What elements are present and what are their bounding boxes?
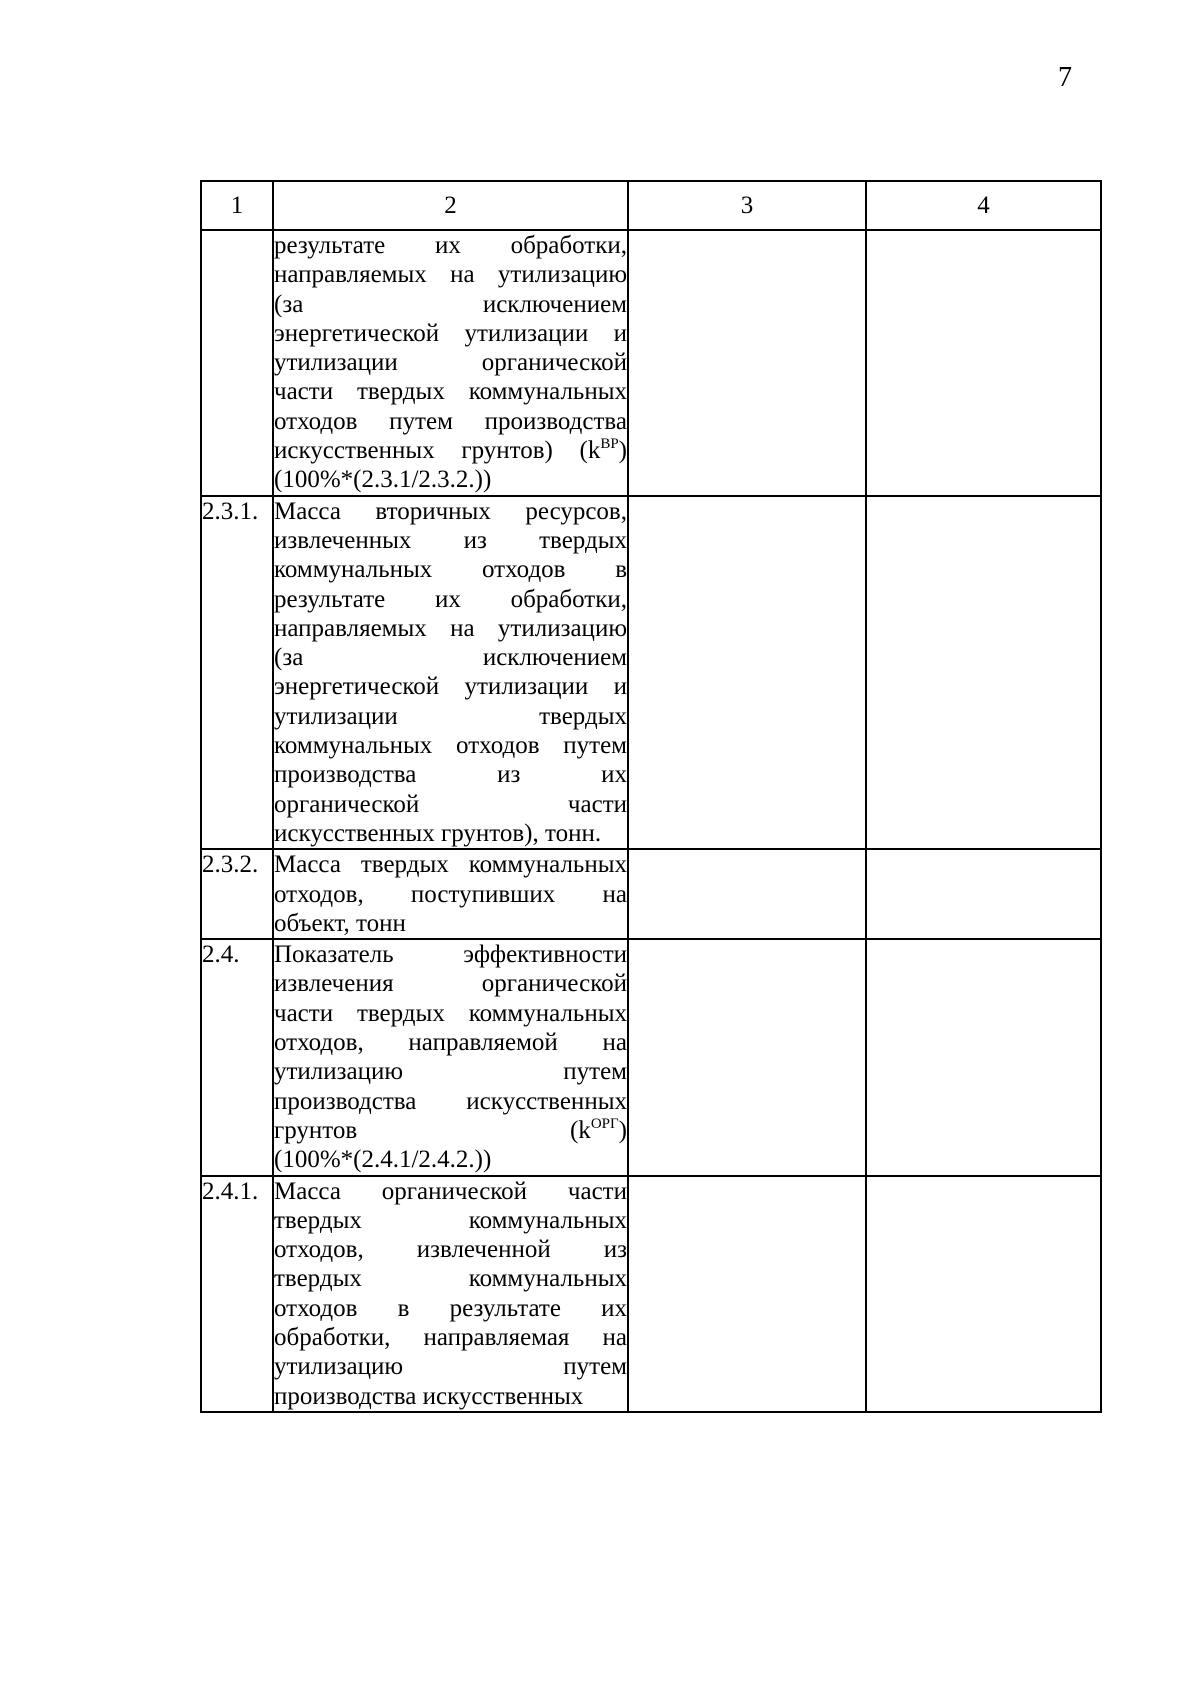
description-line: Масса вторичных ресурсов, [274, 497, 627, 525]
formula-close: ) [618, 1116, 627, 1144]
page-number: 7 [1058, 62, 1072, 93]
description-line: производства из их [274, 761, 627, 789]
row-number: 2.4. [201, 939, 273, 1175]
table-row [201, 939, 1101, 1175]
cell-column-4 [866, 849, 1101, 939]
description-line: результате их обработки, [274, 585, 627, 613]
formula-expression: (100%*(2.4.1/2.4.2.)) [274, 1146, 492, 1174]
column-header-3: 3 [628, 181, 866, 230]
column-header-2: 2 [273, 181, 628, 230]
description-line: твердых коммунальных [274, 1206, 627, 1234]
column-header-4: 4 [866, 181, 1101, 230]
description-line: части твердых коммунальных [274, 999, 627, 1027]
description-line: Масса твердых коммунальных [274, 851, 627, 879]
row-number [201, 230, 273, 496]
row-number: 2.4.1. [201, 1176, 273, 1412]
description-line: Показатель эффективности [274, 941, 627, 969]
row-description [273, 1176, 628, 1412]
description-line: обработки, направляемая на [274, 1323, 627, 1351]
description-line: (за исключением [274, 644, 627, 672]
cell-column-3 [628, 849, 866, 939]
cell-column-3 [628, 1176, 866, 1412]
description-line: коммунальных отходов путем [274, 732, 627, 760]
row-description [273, 849, 628, 939]
cell-column-4 [866, 939, 1101, 1175]
row-description [273, 939, 628, 1175]
description-line: части твердых коммунальных [274, 378, 627, 406]
description-line: направляемых на утилизацию [274, 614, 627, 642]
table-row [201, 1176, 1101, 1412]
description-line: извлеченных из твердых [274, 526, 627, 554]
table-row [201, 230, 1101, 496]
table-row [201, 849, 1101, 939]
row-description [273, 496, 628, 850]
cell-column-4 [866, 230, 1101, 496]
table-row [201, 496, 1101, 850]
formula-text: грунтов (k [274, 1116, 591, 1144]
row-description [273, 230, 628, 496]
formula-superscript: ВР [600, 436, 619, 453]
description-line: направляемых на утилизацию [274, 261, 627, 289]
cell-column-4 [866, 1176, 1101, 1412]
description-line: отходов, извлеченной из [274, 1236, 627, 1264]
formula-superscript: ОРГ [590, 1115, 619, 1132]
formula-text: искусственных грунтов) (k [274, 437, 601, 465]
description-line: энергетической утилизации и [274, 319, 627, 347]
column-header-1: 1 [201, 181, 273, 230]
formula-expression: (100%*(2.3.1/2.3.2.)) [274, 466, 492, 494]
description-line: энергетической утилизации и [274, 673, 627, 701]
description-line: утилизацию путем [274, 1353, 627, 1381]
row-number: 2.3.2. [201, 849, 273, 939]
description-line: твердых коммунальных [274, 1265, 627, 1293]
description-line: искусственных грунтов), тонн. [274, 819, 602, 847]
description-line: объект, тонн [274, 909, 406, 937]
cell-column-4 [866, 496, 1101, 850]
description-line: отходов путем производства [274, 407, 627, 435]
description-line: утилизации органической [274, 349, 627, 377]
cell-column-3 [628, 230, 866, 496]
description-line: утилизацию путем [274, 1058, 627, 1086]
description-line: производства искусственных [274, 1087, 627, 1115]
cell-column-3 [628, 939, 866, 1175]
description-line: утилизации твердых [274, 702, 627, 730]
formula-close: ) [618, 437, 627, 465]
description-line: производства искусственных [274, 1382, 584, 1410]
row-number: 2.3.1. [201, 496, 273, 850]
description-line: коммунальных отходов в [274, 556, 627, 584]
description-line: отходов в результате их [274, 1294, 627, 1322]
formula-line [274, 1116, 627, 1145]
cell-column-3 [628, 496, 866, 850]
formula-line [274, 436, 627, 465]
description-line: отходов, поступивших на [274, 880, 627, 908]
description-line: органической части [274, 790, 627, 818]
table-header-row [201, 181, 1101, 230]
description-line: извлечения органической [274, 970, 627, 998]
description-line: результате их обработки, [274, 232, 627, 259]
indicator-table [200, 180, 1102, 1413]
description-line: (за исключением [274, 290, 627, 318]
description-line: Масса органической части [274, 1177, 627, 1205]
description-line: отходов, направляемой на [274, 1029, 627, 1057]
